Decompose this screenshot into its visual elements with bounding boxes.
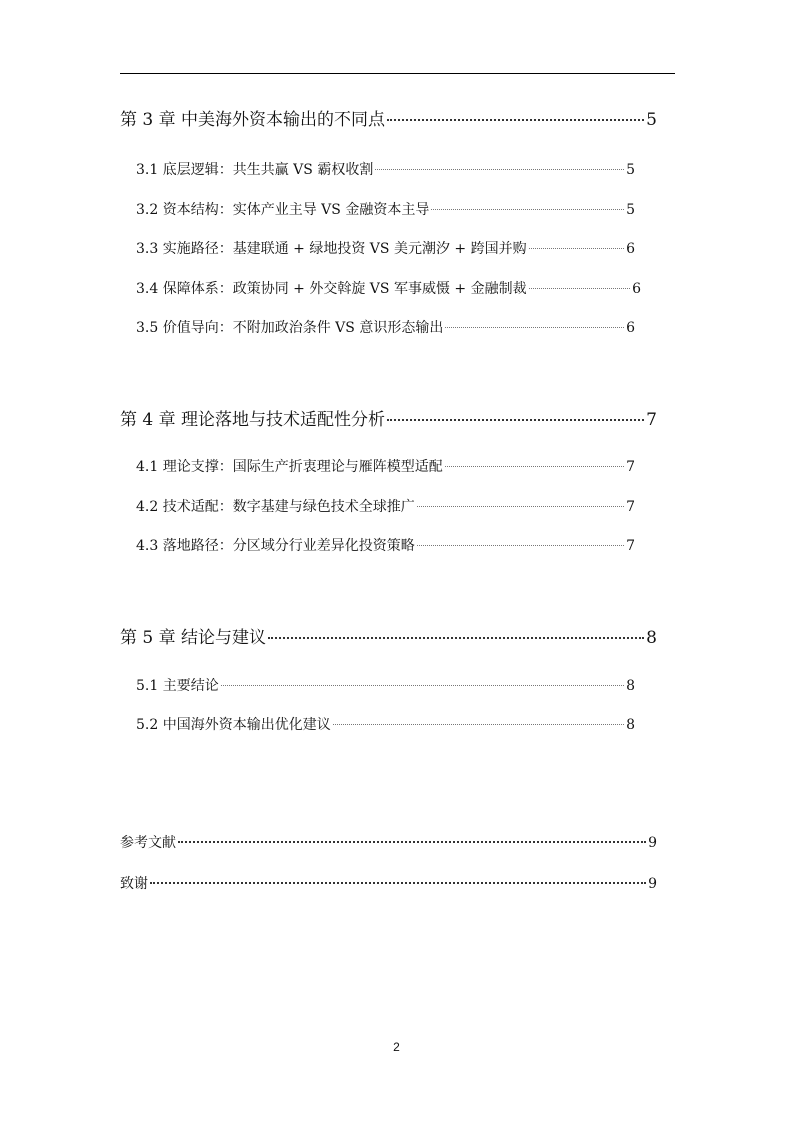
toc-title: 4.2 技术适配：数字基建与绿色技术全球推广: [136, 499, 415, 515]
toc-leader-dots: [333, 724, 624, 725]
toc-leader-dots: [387, 419, 644, 421]
toc-section-3-5[interactable]: [136, 317, 635, 337]
toc-page: 5: [646, 110, 657, 130]
toc-page: 9: [648, 835, 657, 851]
toc-title: 致谢: [120, 876, 148, 892]
toc-chapter-4[interactable]: [120, 405, 657, 430]
toc-page: 7: [626, 459, 635, 475]
toc-title: 参考文献: [120, 835, 176, 851]
toc-page: 8: [626, 678, 635, 694]
toc-page: 6: [632, 281, 641, 297]
toc-chapter-3[interactable]: [120, 105, 657, 130]
header-rule: [120, 73, 675, 74]
toc-leader-dots: [445, 466, 624, 467]
toc-section-4-3[interactable]: [136, 535, 635, 555]
toc-page: 7: [626, 538, 635, 554]
toc-leader-dots: [375, 169, 624, 170]
toc-leader-dots: [268, 637, 644, 639]
toc-title: 5.1 主要结论: [136, 678, 219, 694]
toc-page: 7: [626, 499, 635, 515]
toc-section-5-1[interactable]: [136, 675, 635, 695]
toc-page: 7: [646, 410, 657, 430]
toc-page: 9: [648, 876, 657, 892]
toc-leader-dots: [529, 288, 631, 289]
toc-page: 8: [626, 717, 635, 733]
toc-section-3-1[interactable]: [136, 159, 635, 179]
toc-title: 3.2 资本结构：实体产业主导 VS 金融资本主导: [136, 202, 430, 218]
page-number: 2: [393, 1040, 400, 1054]
toc-leader-dots: [221, 685, 624, 686]
toc-references[interactable]: [120, 832, 657, 852]
toc-title: 第 5 章 结论与建议: [120, 628, 267, 648]
toc-leader-dots: [387, 119, 644, 121]
toc-section-3-3[interactable]: [136, 238, 635, 258]
toc-title: 3.3 实施路径：基建联通 + 绿地投资 VS 美元潮汐 + 跨国并购: [136, 241, 527, 257]
toc-title: 4.1 理论支撑：国际生产折衷理论与雁阵模型适配: [136, 459, 443, 475]
toc-leader-dots: [445, 327, 624, 328]
toc-section-3-4[interactable]: [136, 278, 641, 298]
toc-leader-dots: [178, 841, 646, 843]
toc-leader-dots: [417, 506, 624, 507]
toc-chapter-5[interactable]: [120, 623, 657, 648]
toc-page: 6: [626, 320, 635, 336]
toc-section-5-2[interactable]: [136, 714, 635, 734]
toc-title: 3.1 底层逻辑：共生共赢 VS 霸权收割: [136, 162, 374, 178]
toc-section-4-2[interactable]: [136, 496, 635, 516]
toc-page: 5: [626, 162, 635, 178]
toc-title: 第 4 章 理论落地与技术适配性分析: [120, 410, 386, 430]
toc-acknowledgements[interactable]: [120, 873, 657, 893]
toc-title: 第 3 章 中美海外资本输出的不同点: [120, 110, 386, 130]
toc-leader-dots: [417, 545, 624, 546]
toc-title: 5.2 中国海外资本输出优化建议: [136, 717, 331, 733]
toc-section-3-2[interactable]: [136, 199, 635, 219]
toc-page: 8: [646, 628, 657, 648]
toc-title: 3.4 保障体系：政策协同 + 外交斡旋 VS 军事威慑 + 金融制裁: [136, 281, 527, 297]
toc-page: 6: [626, 241, 635, 257]
toc-title: 3.5 价值导向：不附加政治条件 VS 意识形态输出: [136, 320, 444, 336]
toc-leader-dots: [150, 882, 646, 884]
toc-section-4-1[interactable]: [136, 456, 635, 476]
toc-leader-dots: [431, 209, 624, 210]
toc-title: 4.3 落地路径：分区域分行业差异化投资策略: [136, 538, 415, 554]
toc-leader-dots: [529, 248, 625, 249]
toc-page: 5: [626, 202, 635, 218]
